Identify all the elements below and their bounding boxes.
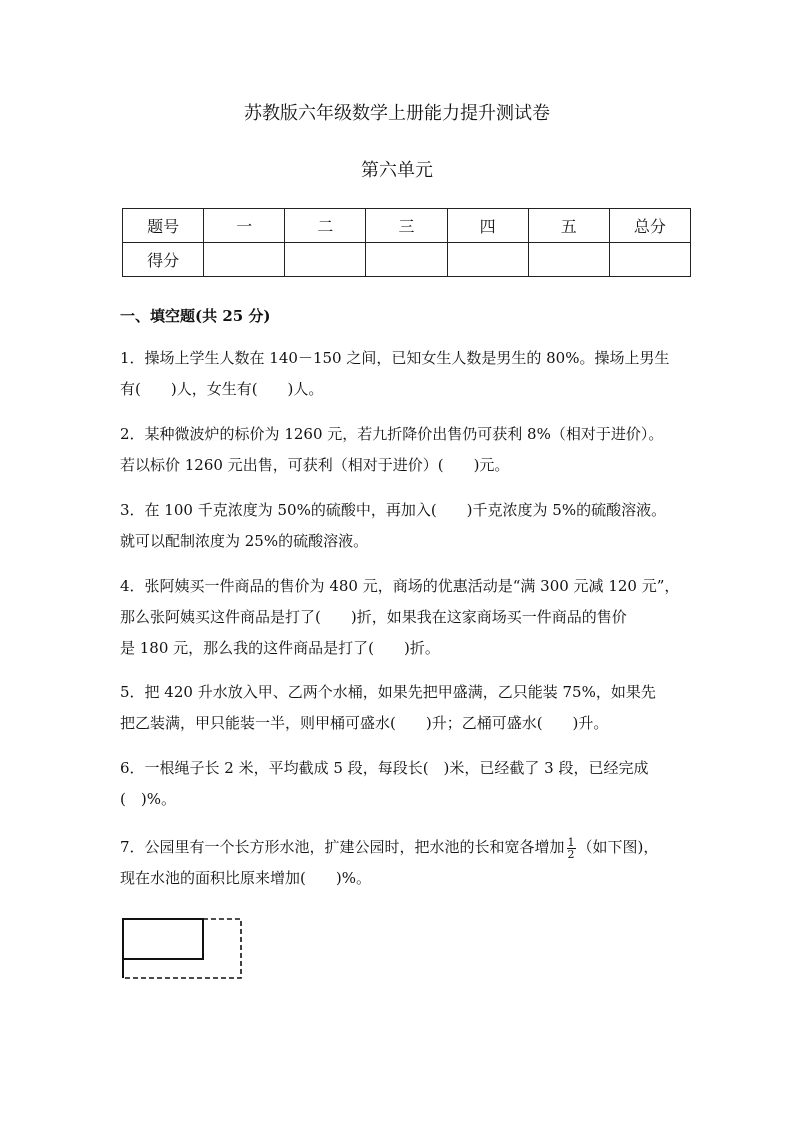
fraction-denominator: 2	[567, 847, 575, 861]
table-cell: 题号	[123, 209, 204, 243]
table-cell: 得分	[123, 243, 204, 277]
question-5	[120, 677, 700, 739]
score-input-cell[interactable]	[204, 243, 285, 277]
score-input-cell[interactable]	[528, 243, 609, 277]
question-2	[120, 419, 700, 481]
score-input-cell[interactable]	[366, 243, 447, 277]
score-table	[122, 208, 691, 277]
table-row	[123, 243, 691, 277]
table-row	[123, 209, 691, 243]
question-line: 就可以配制浓度为 25%的硫酸溶液。	[120, 532, 369, 550]
question-text: 7．公园里有一个长方形水池，扩建公园时，把水池的长和宽各增加	[120, 838, 565, 856]
question-line: 5．把 420 升水放入甲、乙两个水桶，如果先把甲盛满，乙只能装 75%，如果先	[120, 683, 656, 701]
question-line: 是 180 元，那么我的这件商品是打了( )折。	[120, 639, 440, 657]
table-cell: 一	[204, 209, 285, 243]
expanded-pool-outline	[123, 919, 241, 978]
score-input-cell[interactable]	[609, 243, 690, 277]
question-line: 1．操场上学生人数在 140－150 之间，已知女生人数是男生的 80%。操场上男生	[120, 349, 670, 367]
question-line: 有( )人，女生有( )人。	[120, 380, 324, 398]
question-line: ( )%。	[120, 790, 176, 808]
page-title: 苏教版六年级数学上册能力提升测试卷	[244, 103, 550, 124]
question-line: 2．某种微波炉的标价为 1260 元，若九折降价出售仍可获利 8%（相对于进价）。	[120, 425, 664, 443]
question-line: 现在水池的面积比原来增加( )%。	[120, 869, 371, 887]
question-line: 把乙装满，甲只能装一半，则甲桶可盛水( )升；乙桶可盛水( )升。	[120, 714, 609, 732]
question-line	[120, 832, 700, 863]
table-cell: 三	[366, 209, 447, 243]
question-3	[120, 495, 700, 557]
question-7	[120, 832, 700, 894]
question-6	[120, 753, 700, 815]
section-heading: 一、填空题(共 25 分)	[120, 307, 271, 325]
table-cell: 总分	[609, 209, 690, 243]
question-text: （如下图)，	[577, 838, 659, 856]
score-input-cell[interactable]	[285, 243, 366, 277]
question-line: 若以标价 1260 元出售，可获利（相对于进价）( )元。	[120, 456, 510, 474]
table-cell: 四	[447, 209, 528, 243]
unit-subtitle: 第六单元	[361, 160, 433, 181]
question-line: 6．一根绳子长 2 米，平均截成 5 段，每段长( )米，已经截了 3 段，已经完成	[120, 759, 649, 777]
question-line: 3．在 100 千克浓度为 50%的硫酸中，再加入( )千克浓度为 5%的硫酸溶液。	[120, 501, 667, 519]
pool-diagram	[120, 916, 246, 982]
question-4	[120, 571, 700, 664]
question-line: 4．张阿姨买一件商品的售价为 480 元，商场的优惠活动是“满 300 元减 120 元”，	[120, 577, 680, 595]
fraction	[567, 837, 576, 860]
score-input-cell[interactable]	[447, 243, 528, 277]
original-pool-outline	[123, 919, 203, 959]
question-1	[120, 343, 700, 405]
table-cell: 五	[528, 209, 609, 243]
table-cell: 二	[285, 209, 366, 243]
fraction-numerator: 1	[567, 835, 575, 849]
question-line: 那么张阿姨买这件商品是打了( )折，如果我在这家商场买一件商品的售价	[120, 608, 627, 626]
